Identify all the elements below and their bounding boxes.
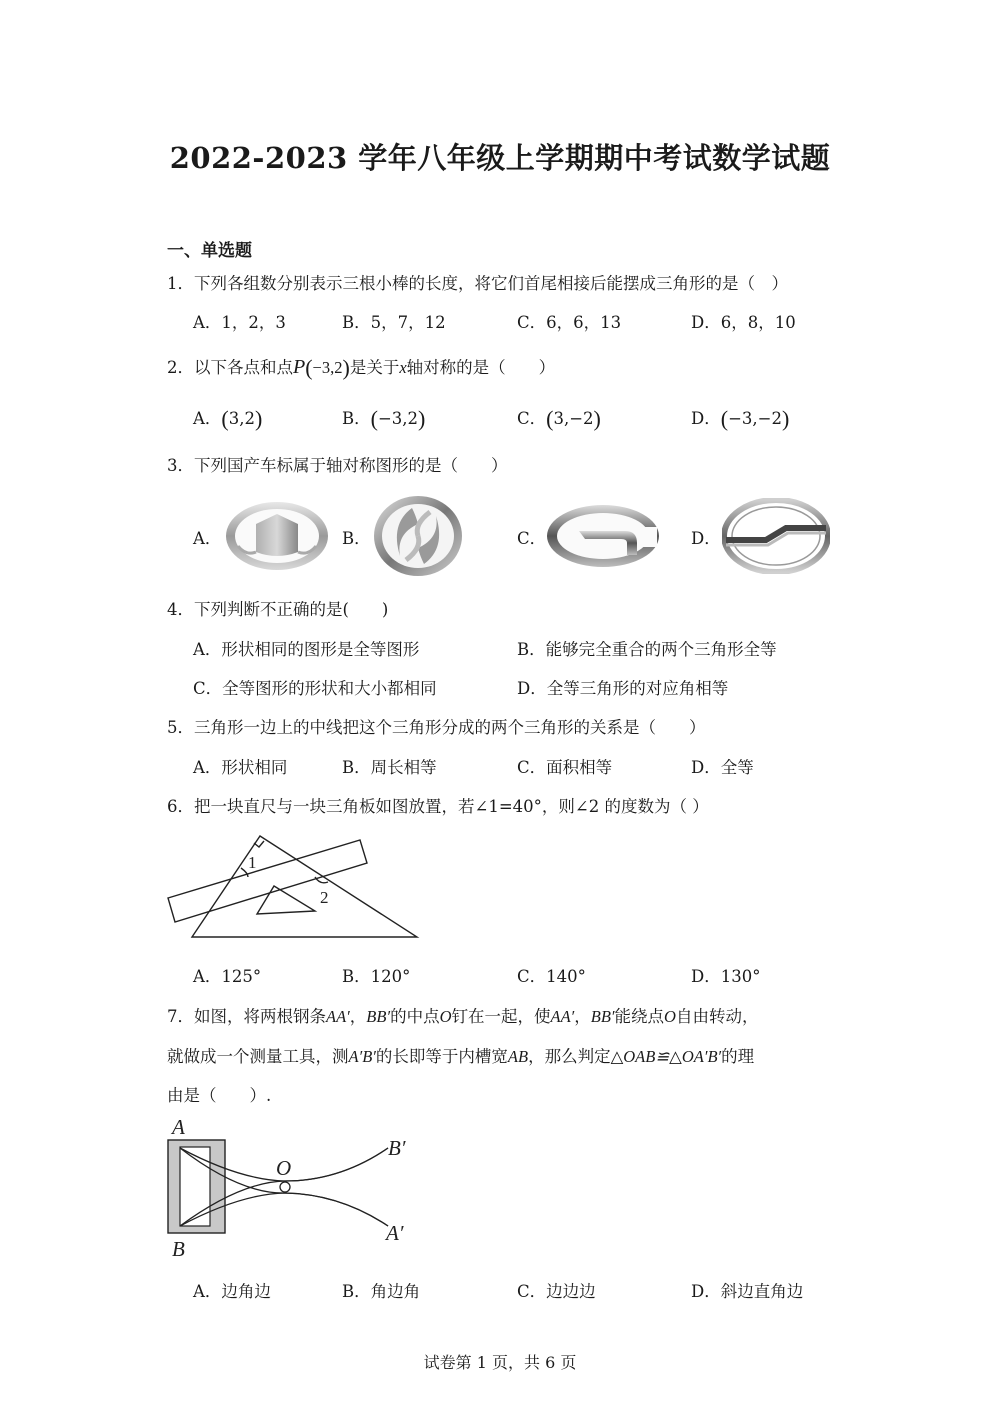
q4-option-b: B．能够完全重合的两个三角形全等 [517, 640, 777, 659]
q5-option-d: D．全等 [691, 758, 754, 777]
q7-option-d: D．斜边直角边 [691, 1282, 804, 1301]
q6-option-a: A．125° [193, 967, 262, 986]
q2-option-d: D．(−3,−2) [691, 406, 790, 431]
q6-option-c: C．140° [517, 967, 586, 986]
q5-option-c: C．面积相等 [517, 758, 613, 777]
question-5-stem: 5．三角形一边上的中线把这个三角形分成的两个三角形的关系是（ ） [167, 718, 706, 737]
q1-option-a: A．1，2，3 [193, 313, 286, 332]
q1-option-d: D．6，8，10 [691, 313, 796, 332]
q2-point-name: P [293, 356, 306, 378]
gac-logo-icon [545, 503, 661, 569]
caliper-figure [160, 1110, 430, 1260]
page-title: 2022-2023 学年八年级上学期期中考试数学试题 [169, 141, 831, 175]
label-a: A [172, 1115, 185, 1139]
label-b-prime: B′ [388, 1136, 406, 1160]
q2-point-coords: −3,2 [312, 358, 343, 377]
q2-option-a: A．(3,2) [193, 406, 263, 431]
dongfeng-logo-icon [372, 494, 464, 578]
question-6-stem: 6．把一块直尺与一块三角板如图放置，若∠1=40°，则∠2 的度数为（ ） [167, 797, 709, 816]
q2-stem-prefix: 2．以下各点和点 [167, 358, 293, 377]
question-4-stem: 4．下列判断不正确的是( ) [167, 600, 389, 619]
q2-stem-middle: 是关于 [349, 358, 400, 377]
q6-option-d: D．130° [691, 967, 761, 986]
q3-option-b-label: B． [342, 529, 371, 548]
q3-option-d-label: D． [691, 529, 721, 548]
q5-option-b: B．周长相等 [342, 758, 437, 777]
q4-option-d: D．全等三角形的对应角相等 [517, 679, 729, 698]
question-1-stem: 1．下列各组数分别表示三根小棒的长度，将它们首尾相接后能摆成三角形的是（ ） [167, 274, 788, 293]
inner-triangle [257, 886, 315, 914]
section-heading: 一、单选题 [167, 241, 252, 261]
q6-option-b: B．120° [342, 967, 411, 986]
q7-option-a: A．边角边 [193, 1282, 271, 1301]
q2-option-b: B．(−3,2) [342, 406, 426, 431]
ruler-triangle-figure [160, 825, 430, 950]
question-7-line-3: 由是（ ）. [167, 1086, 272, 1105]
q2-stem-suffix: 轴对称的是（ ） [406, 358, 556, 377]
haima-logo-icon [722, 498, 830, 574]
q7-option-c: C．边边边 [517, 1282, 596, 1301]
q2-axis: x [399, 358, 407, 377]
q7-option-b: B．角边角 [342, 1282, 421, 1301]
q1-option-c: C．6，6，13 [517, 313, 622, 332]
question-7-line-2: 就做成一个测量工具，测A′B′的长即等于内槽宽AB，那么判定△OAB≌△OA′B′的理 [167, 1047, 755, 1066]
angle-1-label: 1 [248, 853, 257, 872]
q5-option-a: A．形状相同 [193, 758, 288, 777]
label-a-prime: A′ [386, 1221, 404, 1245]
angle-2-label: 2 [320, 888, 329, 907]
q3-option-a-label: A． [193, 529, 222, 548]
question-2-stem: 2．以下各点和点P(−3,2)是关于x轴对称的是（ ） [167, 355, 556, 380]
label-o: O [276, 1156, 292, 1180]
q2-option-c: C．(3,−2) [517, 406, 601, 431]
page-footer: 试卷第 1 页，共 6 页 [423, 1353, 577, 1372]
q1-option-b: B．5，7，12 [342, 313, 446, 332]
q4-option-a: A．形状相同的图形是全等图形 [193, 640, 420, 659]
q3-option-c-label: C． [517, 529, 547, 548]
q4-option-c: C．全等图形的形状和大小都相同 [193, 679, 437, 698]
label-b: B [172, 1237, 185, 1260]
triangle-plate [192, 836, 417, 937]
question-7-line-1: 7．如图，将两根钢条AA′，BB′的中点O钉在一起，使AA′，BB′能绕点O自由转动， [167, 1007, 759, 1026]
pivot-o [280, 1182, 290, 1192]
ruler [168, 840, 367, 922]
question-3-stem: 3．下列国产车标属于轴对称图形的是（ ） [167, 456, 508, 475]
great-wall-logo-icon [224, 500, 330, 572]
